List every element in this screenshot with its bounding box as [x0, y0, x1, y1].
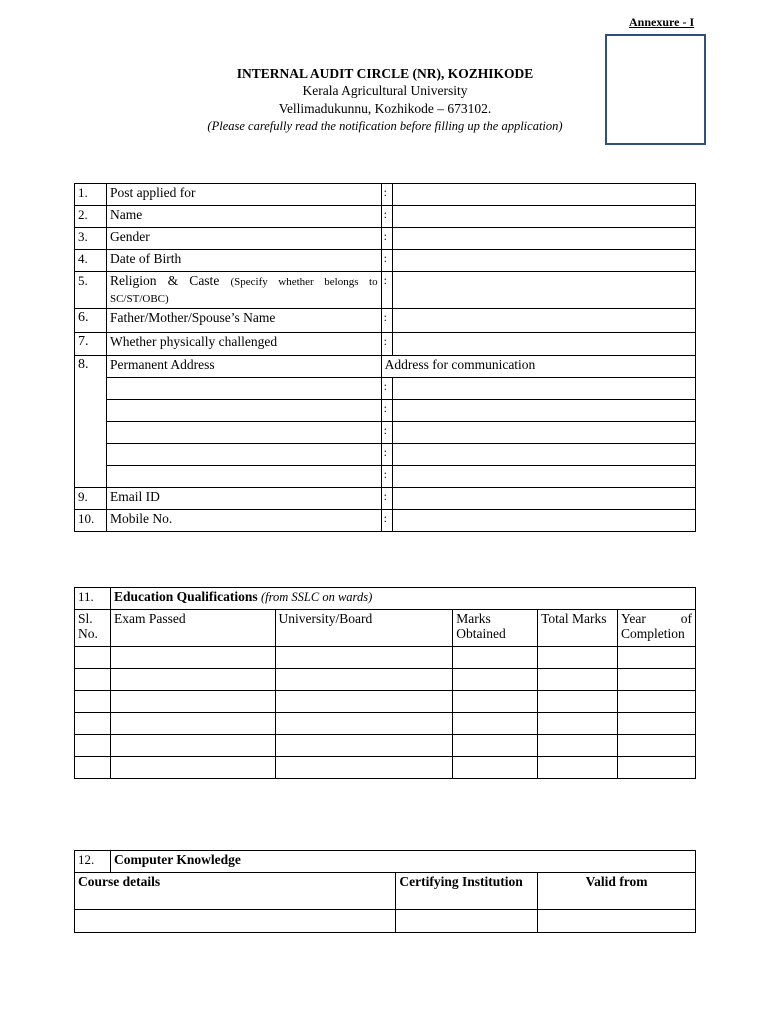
column-header: Exam Passed — [110, 610, 275, 647]
table-cell[interactable] — [396, 910, 538, 933]
table-cell[interactable] — [110, 713, 275, 735]
table-row — [75, 691, 696, 713]
computer-knowledge-table — [74, 850, 696, 933]
colon: : — [381, 400, 392, 422]
table-cell[interactable] — [453, 713, 538, 735]
table-cell[interactable] — [538, 647, 618, 669]
table-row — [75, 488, 696, 510]
column-header: Total Marks — [538, 610, 618, 647]
colon: : — [381, 250, 392, 272]
table-cell[interactable] — [453, 647, 538, 669]
table-cell[interactable] — [617, 713, 695, 735]
parent-spouse-field[interactable] — [392, 309, 695, 333]
table-row — [75, 510, 696, 532]
table-cell[interactable] — [538, 713, 618, 735]
row-number: 10. — [75, 510, 107, 532]
gender-field[interactable] — [392, 228, 695, 250]
permanent-address-line[interactable] — [106, 378, 381, 400]
education-table — [74, 587, 696, 779]
row-number: 9. — [75, 488, 107, 510]
permanent-address-line[interactable] — [106, 422, 381, 444]
physically-challenged-field[interactable] — [392, 333, 695, 356]
permanent-address-line[interactable] — [106, 444, 381, 466]
row-number: 7. — [75, 333, 107, 356]
education-title: Education Qualifications — [113, 589, 258, 604]
field-label: Mobile No. — [106, 510, 381, 532]
religion-label: Religion & Caste — [109, 273, 220, 288]
communication-address-line[interactable] — [392, 444, 695, 466]
personal-details-table — [74, 183, 696, 532]
row-number: 4. — [75, 250, 107, 272]
colon: : — [381, 466, 392, 488]
table-cell[interactable] — [453, 757, 538, 779]
table-cell[interactable] — [538, 669, 618, 691]
field-label: Date of Birth — [106, 250, 381, 272]
table-cell[interactable] — [275, 691, 453, 713]
post-applied-field[interactable] — [392, 184, 695, 206]
form-header — [170, 65, 600, 134]
section-number: 12. — [75, 851, 111, 873]
instruction-note: (Please carefully read the notification before filling up the application) — [207, 119, 563, 133]
colon: : — [381, 488, 392, 510]
column-header: Course details — [75, 873, 396, 910]
field-label — [106, 272, 381, 309]
table-row — [75, 228, 696, 250]
table-cell[interactable] — [75, 735, 111, 757]
photo-box[interactable] — [605, 34, 706, 145]
table-cell[interactable] — [617, 735, 695, 757]
email-field[interactable] — [392, 488, 695, 510]
table-cell[interactable] — [75, 647, 111, 669]
permanent-address-line[interactable] — [106, 400, 381, 422]
row-number: 1. — [75, 184, 107, 206]
table-cell[interactable] — [538, 735, 618, 757]
row-number: 8. — [75, 356, 107, 488]
table-cell[interactable] — [75, 691, 111, 713]
table-header-row — [75, 610, 696, 647]
table-row — [75, 444, 696, 466]
table-cell[interactable] — [110, 647, 275, 669]
colon: : — [381, 510, 392, 532]
table-cell[interactable] — [75, 669, 111, 691]
office-address: Vellimadukunnu, Kozhikode – 673102. — [278, 101, 492, 116]
table-cell[interactable] — [75, 757, 111, 779]
colon: : — [381, 378, 392, 400]
colon: : — [381, 444, 392, 466]
field-label: Permanent Address — [106, 356, 381, 378]
column-header: Sl. No. — [75, 610, 111, 647]
colon: : — [381, 309, 392, 333]
table-cell[interactable] — [110, 669, 275, 691]
colon: : — [381, 272, 392, 309]
table-cell[interactable] — [110, 691, 275, 713]
table-cell[interactable] — [275, 669, 453, 691]
row-number: 2. — [75, 206, 107, 228]
religion-sublabel: (Specify whether belongs to SC/ST/OBC) — [109, 276, 378, 305]
colon: : — [381, 333, 392, 356]
row-number: 3. — [75, 228, 107, 250]
table-row — [75, 647, 696, 669]
table-row — [75, 206, 696, 228]
table-cell[interactable] — [538, 691, 618, 713]
table-cell[interactable] — [617, 669, 695, 691]
communication-address-line[interactable] — [392, 378, 695, 400]
permanent-address-line[interactable] — [106, 466, 381, 488]
row-number: 5. — [75, 272, 107, 309]
table-cell[interactable] — [275, 647, 453, 669]
communication-address-line[interactable] — [392, 400, 695, 422]
table-cell[interactable] — [538, 910, 696, 933]
table-cell[interactable] — [110, 735, 275, 757]
table-row — [75, 378, 696, 400]
communication-address-line[interactable] — [392, 422, 695, 444]
table-row — [75, 466, 696, 488]
annexure-label: Annexure - I — [629, 15, 695, 29]
section-title: Computer Knowledge — [110, 851, 695, 873]
table-row — [75, 588, 696, 610]
table-cell[interactable] — [275, 757, 453, 779]
table-cell[interactable] — [538, 757, 618, 779]
table-row — [75, 669, 696, 691]
table-cell[interactable] — [275, 713, 453, 735]
university-name: Kerala Agricultural University — [302, 83, 468, 98]
form-title: INTERNAL AUDIT CIRCLE (NR), KOZHIKODE — [236, 66, 534, 81]
table-cell[interactable] — [617, 691, 695, 713]
table-cell[interactable] — [75, 713, 111, 735]
column-header: Certifying Institution — [396, 873, 538, 910]
field-label: Address for communication — [381, 356, 695, 378]
table-cell[interactable] — [110, 757, 275, 779]
table-cell[interactable] — [617, 647, 695, 669]
table-row — [75, 400, 696, 422]
column-header: Valid from — [538, 873, 696, 910]
field-label: Post applied for — [106, 184, 381, 206]
column-header: Marks Obtained — [453, 610, 538, 647]
table-row — [75, 735, 696, 757]
table-row — [75, 184, 696, 206]
column-header: Year of Completion — [617, 610, 695, 647]
table-row — [75, 757, 696, 779]
table-row — [75, 356, 696, 378]
row-number: 6. — [75, 309, 107, 333]
colon: : — [381, 228, 392, 250]
table-cell[interactable] — [453, 691, 538, 713]
table-row — [75, 422, 696, 444]
communication-address-line[interactable] — [392, 466, 695, 488]
field-label: Gender — [106, 228, 381, 250]
table-cell[interactable] — [453, 735, 538, 757]
mobile-field[interactable] — [392, 510, 695, 532]
section-number: 11. — [75, 588, 111, 610]
education-title-note: (from SSLC on wards) — [260, 590, 373, 604]
name-field[interactable] — [392, 206, 695, 228]
table-cell[interactable] — [453, 669, 538, 691]
table-row — [75, 333, 696, 356]
table-row — [75, 250, 696, 272]
column-header: University/Board — [275, 610, 453, 647]
colon: : — [381, 206, 392, 228]
field-label: Father/Mother/Spouse’s Name — [106, 309, 381, 333]
table-cell[interactable] — [275, 735, 453, 757]
colon: : — [381, 184, 392, 206]
table-header-row — [75, 873, 696, 910]
table-row — [75, 910, 696, 933]
dob-field[interactable] — [392, 250, 695, 272]
table-row — [75, 309, 696, 333]
field-label: Email ID — [106, 488, 381, 510]
field-label: Whether physically challenged — [106, 333, 381, 356]
colon: : — [381, 422, 392, 444]
table-row — [75, 713, 696, 735]
field-label: Name — [106, 206, 381, 228]
table-cell[interactable] — [617, 757, 695, 779]
religion-caste-field[interactable] — [392, 272, 695, 309]
table-row — [75, 272, 696, 309]
section-title — [110, 588, 695, 610]
table-cell[interactable] — [75, 910, 396, 933]
table-row — [75, 851, 696, 873]
